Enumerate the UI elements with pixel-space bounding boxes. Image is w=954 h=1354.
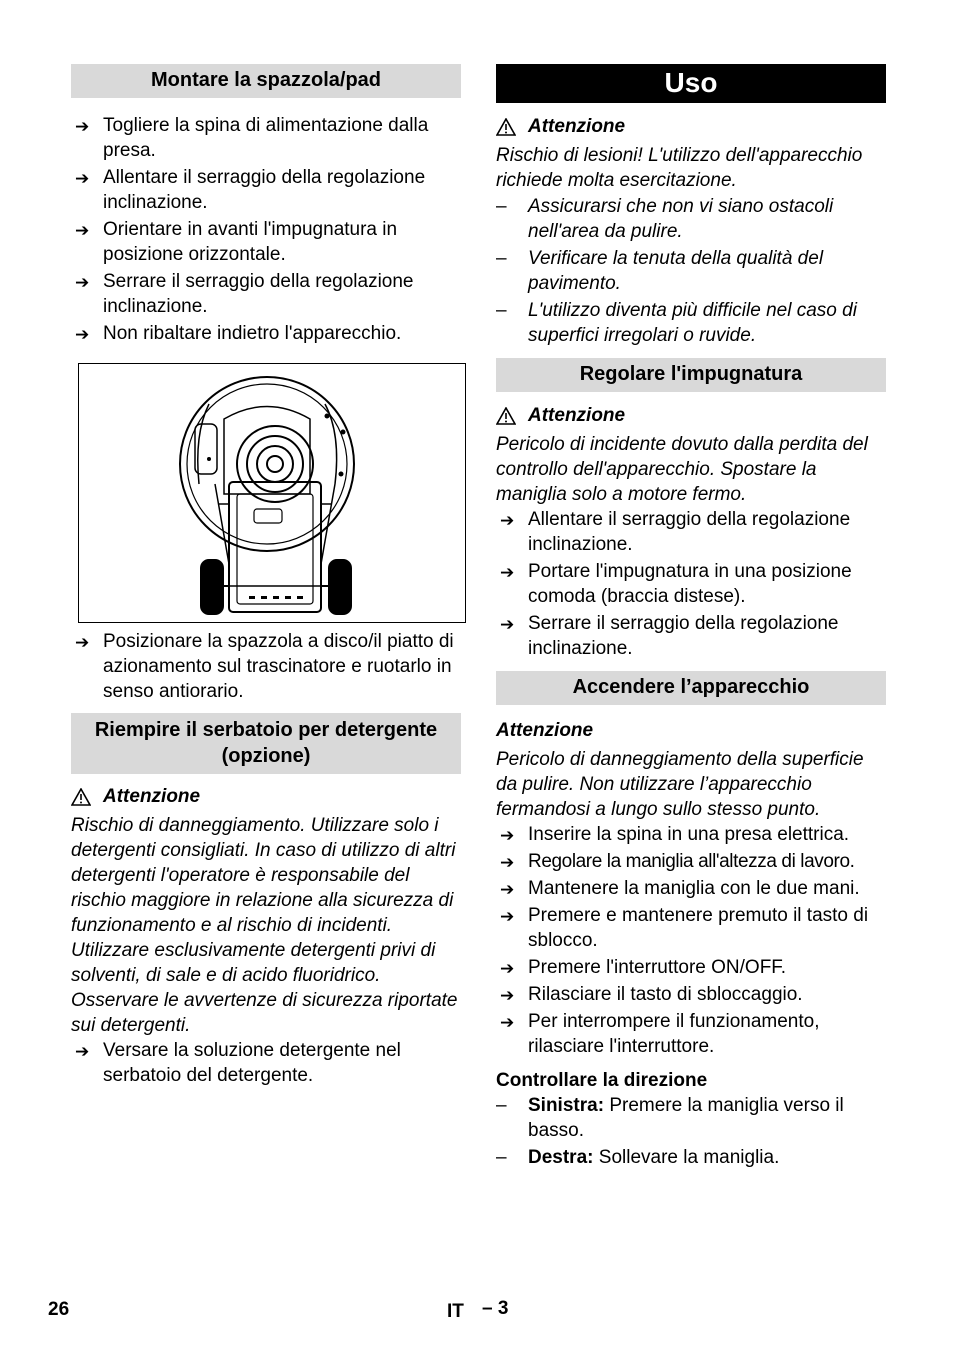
warning-heading: Attenzione [71, 784, 461, 809]
arrow-icon: ➔ [500, 853, 514, 872]
warning-triangle-icon [71, 788, 91, 806]
warning-heading: Attenzione [496, 403, 886, 428]
chapter-title: Uso [496, 64, 886, 103]
arrow-icon: ➔ [500, 615, 515, 634]
list-item: ➔ Serrare il serraggio della regolazione inclinazione. [500, 613, 839, 659]
list-item: – Destra: Sollevare la maniglia. [496, 1147, 780, 1168]
list-item: ➔ Orientare in avanti l'impugnatura in posizione orizzontale. [75, 219, 398, 265]
list-item: ➔ Per interrompere il funzionamento, rilasciare l'interruttore. [500, 1011, 820, 1057]
sub-page-number: – 3 [482, 1298, 509, 1319]
section-title-tank [71, 713, 461, 774]
section-title-line: Riempire il serbatoio per detergente [94, 719, 438, 741]
section-title-start: Accendere l’apparecchio [496, 671, 886, 705]
arrow-icon: ➔ [75, 169, 90, 188]
warning-text: Rischio di danneggiamento. Utilizzare solo i detergenti consigliati. In caso di utilizzo di altri detergenti l'operatore è responsabile del rischio maggiore in relazione alla sicurezza di funzionamento e al rischio di incidenti. Utilizzare esclusivamente detergenti privi di solventi, di sale e di acido fluoridrico. Osservare le avvertenze di sicurezza riportate sui detergenti. [71, 815, 458, 1036]
arrow-icon: ➔ [500, 826, 515, 845]
list-item: – Sinistra: Premere la maniglia verso il basso. [496, 1095, 844, 1141]
list-item: ➔ Regolare la maniglia all'altezza di lavoro. [496, 849, 886, 874]
list-item: ➔ Premere e mantenere premuto il tasto di sblocco. [500, 905, 869, 951]
list-item: ➔ Posizionare la spazzola a disco/il piatto di azionamento sul trascinatore e ruotarlo in senso antiorario. [75, 631, 454, 702]
list-item: ➔ Rilasciare il tasto di sbloccaggio. [496, 982, 886, 1007]
arrow-icon: ➔ [75, 273, 90, 292]
warning-heading: Attenzione [496, 114, 886, 139]
section-title-grip: Regolare l'impugnatura [496, 358, 886, 392]
section-title-mount: Montare la spazzola/pad [71, 64, 461, 98]
arrow-icon: ➔ [75, 325, 90, 344]
warning-text: Pericolo di incidente dovuto dalla perdita del controllo dell'apparecchio. Spostare la maniglia solo a motore fermo. [496, 434, 868, 505]
warning-triangle-icon [496, 118, 516, 136]
list-item: ➔ Versare la soluzione detergente nel serbatoio del detergente. [75, 1040, 401, 1086]
arrow-icon: ➔ [75, 1042, 90, 1061]
arrow-icon: ➔ [500, 563, 515, 582]
page-number: 26 [48, 1299, 70, 1320]
language-code: IT [447, 1301, 464, 1322]
arrow-icon: ➔ [500, 907, 515, 926]
list-item: ➔ Non ribaltare indietro l'apparecchio. [71, 321, 461, 346]
warning-triangle-icon [496, 407, 516, 425]
arrow-icon: ➔ [75, 117, 90, 136]
section-title-line: (opzione) [221, 745, 311, 767]
right-column [496, 64, 886, 1170]
machine-figure [78, 363, 466, 623]
list-item: – Assicurarsi che non vi siano ostacoli nell'area da pulire. [496, 196, 834, 242]
arrow-icon: ➔ [500, 986, 515, 1005]
list-item: ➔ Allentare il serraggio della regolazione inclinazione. [500, 509, 851, 555]
arrow-icon: ➔ [75, 633, 90, 652]
arrow-icon: ➔ [500, 1013, 515, 1032]
arrow-icon: ➔ [75, 221, 90, 240]
arrow-icon: ➔ [500, 880, 515, 899]
warning-text: Pericolo di danneggiamento della superficie da pulire. Non utilizzare l’apparecchio fermandosi a lungo sullo stesso punto. [496, 749, 864, 820]
left-column [71, 64, 461, 1088]
list-item: ➔ Mantenere la maniglia con le due mani. [496, 876, 886, 901]
list-item: ➔ Togliere la spina di alimentazione dalla presa. [75, 115, 429, 161]
list-item: ➔ Premere l'interruttore ON/OFF. [496, 955, 886, 980]
arrow-icon: ➔ [500, 959, 515, 978]
warning-heading: Attenzione [496, 720, 594, 741]
floor-machine-illustration [79, 364, 465, 622]
list-item: – Verificare la tenuta della qualità del pavimento. [496, 248, 824, 294]
arrow-icon: ➔ [500, 511, 515, 530]
list-item: ➔ Serrare il serraggio della regolazione inclinazione. [75, 271, 414, 317]
list-item: ➔ Inserire la spina in una presa elettrica. [496, 822, 886, 847]
list-item: ➔ Portare l'impugnatura in una posizione comoda (braccia distese). [500, 561, 852, 607]
subsection-title-direction: Controllare la direzione [496, 1070, 708, 1091]
list-item: ➔ Allentare il serraggio della regolazione inclinazione. [75, 167, 426, 213]
list-item: – L'utilizzo diventa più difficile nel caso di superfici irregolari o ruvide. [496, 300, 857, 346]
warning-text: Rischio di lesioni! L'utilizzo dell'apparecchio richiede molta esercitazione. [496, 145, 863, 191]
